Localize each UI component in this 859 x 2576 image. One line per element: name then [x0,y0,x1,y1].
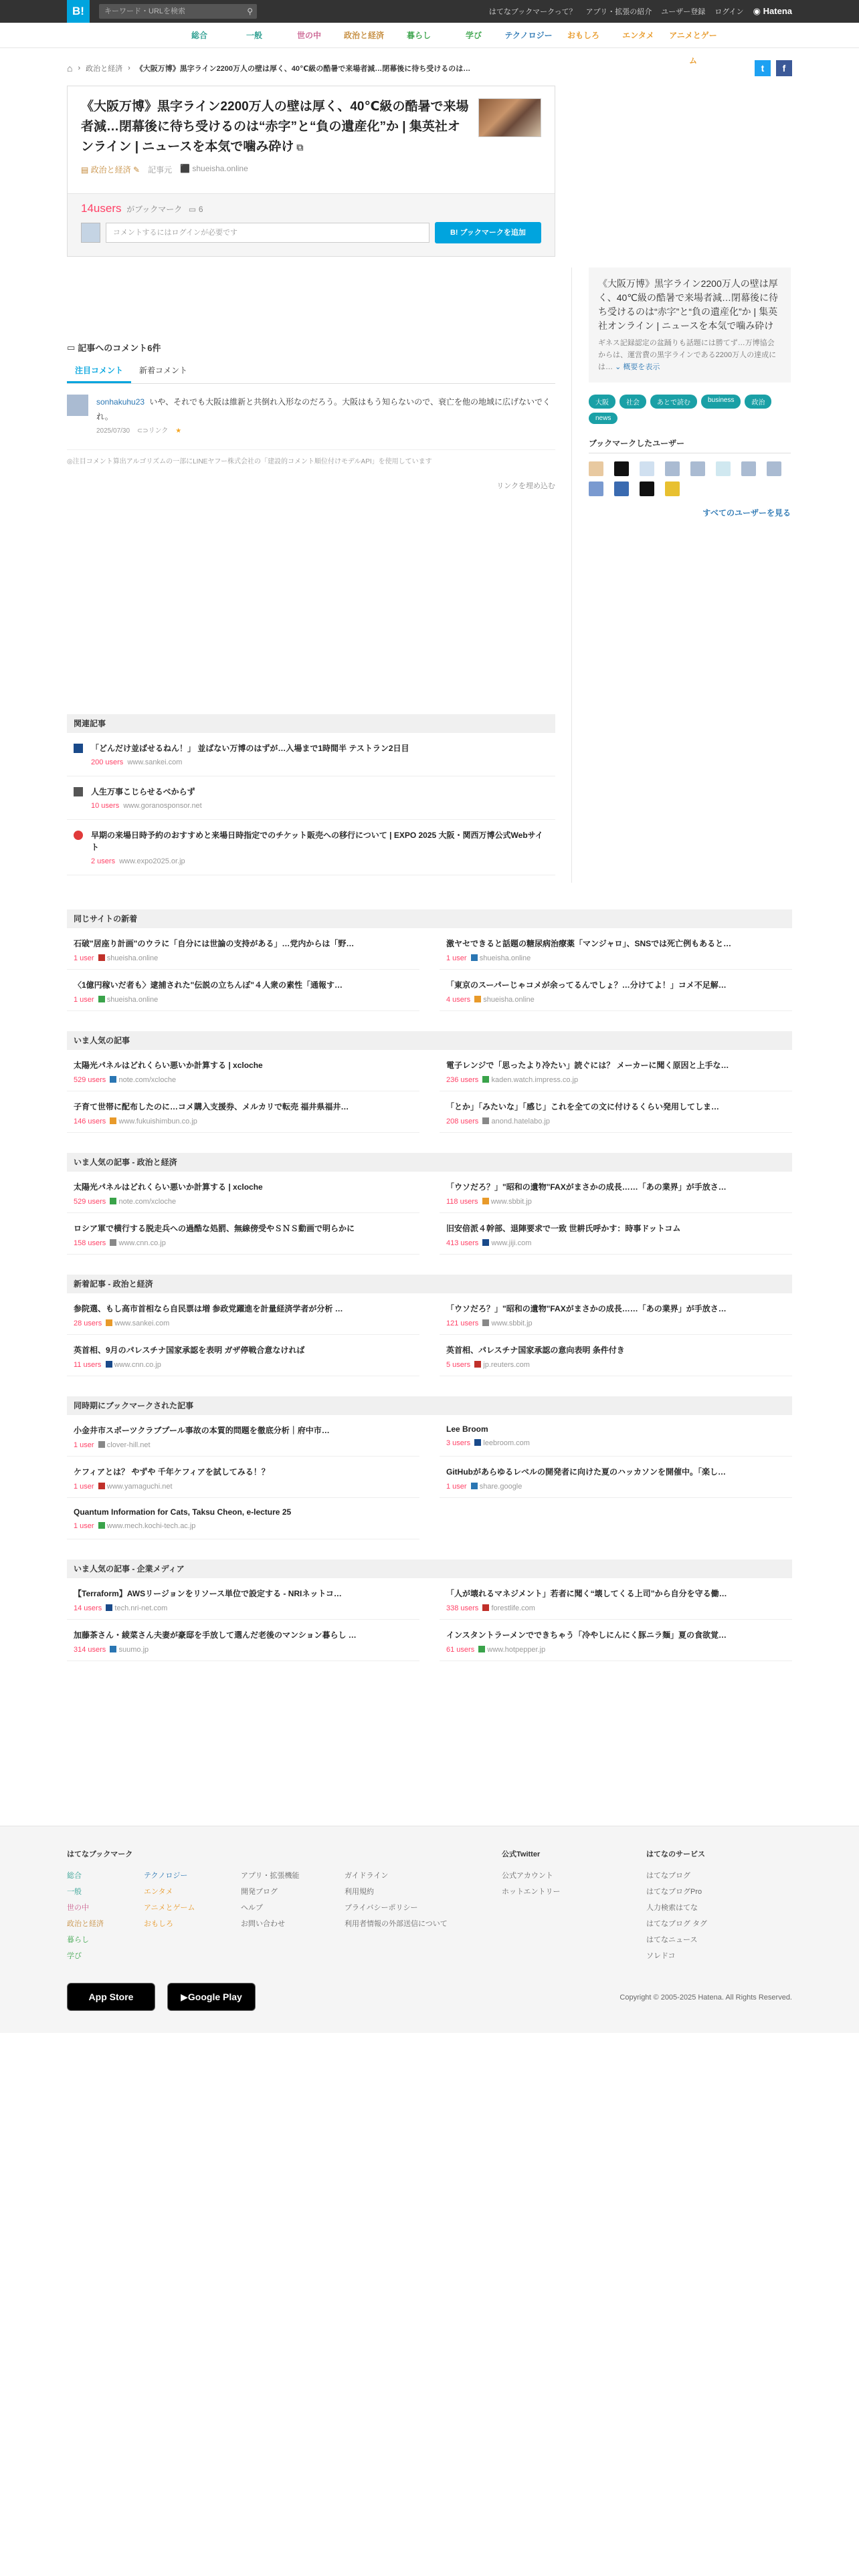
domain-link[interactable]: www.mech.kochi-tech.ac.jp [106,1522,196,1530]
show-summary-button[interactable]: ⌄ 概要を表示 [615,363,660,371]
footer-link[interactable]: 学び [67,1952,82,1960]
sidebar [589,267,791,518]
tag[interactable]: 政治 [745,395,771,409]
item-title[interactable]: 旧安倍派４幹部、退陣要求で一致 世耕氏呼かす：時事ドットコム [446,1224,681,1233]
comment-icon: ▭ [67,342,76,352]
item-title[interactable]: 【Terraform】AWSリージョンをリソース単位で設定する - NRIネットコ… [74,1589,342,1598]
user-count[interactable]: 314 users [74,1646,106,1654]
footer-link[interactable]: 利用規約 [345,1888,374,1896]
footer-link[interactable]: 世の中 [67,1904,89,1912]
domain-link[interactable]: note.com/xcloche [118,1076,177,1084]
bookmark-users-header: ブックマークしたユーザー [589,437,791,453]
embed-link[interactable]: リンクを埋め込む [496,482,555,490]
user-count[interactable]: 2 users [91,857,116,865]
list-item[interactable] [440,1050,792,1091]
footer-link[interactable]: ホットエントリー [502,1888,561,1896]
footer-services-head: はてなのサービス [646,1850,705,1858]
nav-register[interactable]: ユーザー登録 [661,8,706,16]
comment-link[interactable]: ⊂⊃リンク [136,427,169,435]
google-play-button[interactable]: ▶ Google Play [167,1983,256,2011]
comment-tabs [67,360,555,384]
entry-title-text: 《大阪万博》黒字ライン2200万人の壁は厚く、40℃級の酷暑で来場者減…閉幕後に待ち受けるのは“赤字”と“負の遺産化”か | 集英社オンライン | ニュースを本気で噛み砕け [81,100,469,154]
item-title[interactable]: 「とか」「みたいな」「感じ」これを全ての文に付けるくらい発用してしま… [446,1102,720,1111]
item-title[interactable]: 参院選、もし高市首相なら自民票は増 参政党躍進を計量経済学者が分析 … [74,1304,343,1313]
site-icon [110,1646,116,1652]
user-count[interactable]: 529 users [74,1198,106,1206]
comment-text: いや、それでも大阪は維新と共倒れ入形なのだろう。大阪はもう知らないので、衰亡を他の地域に広げないでくれ。 [96,397,551,421]
list-item[interactable] [67,928,419,970]
footer-link[interactable]: 利用者情報の外部送信について [345,1920,448,1928]
site-icon [471,954,478,961]
user-count[interactable]: 413 users [446,1239,479,1247]
user-count[interactable]: 1 user [74,1522,94,1530]
list-item[interactable] [440,1335,792,1376]
item-title[interactable]: 小金井市スポーツクラブプール事故の本質的問題を徹底分析｜府中市… [74,1426,330,1435]
item-title[interactable]: 〈1億円稼いだ者も〉逮捕された"伝説の立ちんぼ"４人衆の素性「通報す… [74,980,343,990]
site-icon [110,1239,116,1246]
item-title[interactable]: 「人が壊れるマネジメント」若者に聞く“壊してくる上司”から自分を守る働… [446,1589,727,1598]
list-item[interactable] [440,1415,792,1457]
user-count[interactable]: 14 users [74,1604,102,1612]
app-store-label: App Store [88,1992,134,2002]
section-header: いま人気の記事 [67,1031,792,1050]
comment-item [67,384,555,450]
footer-link[interactable]: アニメとゲーム [144,1904,195,1912]
footer-link[interactable]: ヘルプ [241,1904,263,1912]
domain-text: shueisha.online [192,164,248,173]
comment-form [81,222,541,243]
user-count[interactable]: 236 users [446,1076,479,1084]
twitter-share-icon[interactable]: t [755,60,771,76]
entry-box [67,86,555,257]
item-title[interactable]: 電子レンジで「思ったより冷たい」読ぐには？ メーカーに聞く原因と上手な… [446,1061,729,1070]
category-tab[interactable]: おもしろ [567,31,599,40]
footer-link[interactable]: 政治と経済 [67,1920,104,1928]
domain-link[interactable]: anond.hatelabo.jp [491,1117,550,1125]
footer-link[interactable]: おもしろ [144,1920,173,1928]
user-count[interactable]: 158 users [74,1239,106,1247]
site-icon [74,787,83,796]
user-count[interactable]: 61 users [446,1646,475,1654]
avatar[interactable] [589,481,603,496]
tab-popular[interactable]: 注目コメント [67,360,131,383]
breadcrumb-category[interactable]: 政治と経済 [86,65,123,73]
entry-meta [81,164,541,175]
main-column [67,86,555,875]
category-tab[interactable]: エンタメ [622,31,654,40]
search-icon[interactable]: ⚲ [247,7,253,16]
footer-link[interactable]: 公式アカウント [502,1872,553,1880]
user-count[interactable]: 4 users [446,996,471,1004]
entry-title[interactable] [81,97,469,157]
domain-link[interactable]: shueisha.online [483,996,535,1004]
item-title[interactable]: 子育て世帯に配布したのに…コメ購入支援券、メルカリで転売 福井県福井… [74,1102,349,1111]
list-section [67,909,792,1011]
nav-about[interactable]: はてなブックマークって？ [488,8,577,16]
footer-link[interactable]: エンタメ [144,1888,173,1896]
domain-link[interactable]: www.sankei.com [127,758,183,766]
avatar [81,223,100,243]
domain-link[interactable]: www.cnn.co.jp [118,1239,166,1247]
user-count[interactable]: 14users [81,202,122,215]
footer-link[interactable]: アプリ・拡張機能 [241,1872,300,1880]
user-count[interactable]: 10 users [91,802,120,810]
hatena-logo-text: Hatena [763,6,792,16]
comment-count: 6 [198,205,203,214]
category-tab[interactable]: 政治と経済 [343,31,384,40]
item-title[interactable]: 人生万事こじらせるべからず [91,787,195,796]
site-icon [106,1604,112,1611]
related-section [67,714,555,875]
domain-link[interactable]: shueisha.online [106,996,159,1004]
domain-link[interactable]: www.fukuishimbun.co.jp [118,1117,197,1125]
search-placeholder: キーワード・URLを検索 [104,7,186,15]
domain-link[interactable]: www.jiji.com [491,1239,532,1247]
domain-link[interactable]: ⬛ shueisha.online [180,164,248,173]
list-item[interactable] [440,1293,792,1335]
site-icon [482,1604,489,1611]
record-label: 記事元 [148,165,173,175]
list-section [67,1031,792,1133]
site-icon [106,1361,112,1368]
chevron-right-icon: › [128,64,130,72]
footer-categories [144,1868,195,1964]
item-title[interactable]: 加藤茶さん・綾菜さん夫妻が豪邸を手放して選んだ老後のマンション暮らし … [74,1630,357,1640]
site-icon [98,1483,105,1489]
comment-link-text: リンク [148,427,169,435]
list-section [67,1275,792,1376]
list-item[interactable] [440,1620,792,1661]
tag[interactable]: 社会 [619,395,646,409]
footer-link[interactable]: 総合 [67,1872,82,1880]
footer-link[interactable]: 開発ブログ [241,1888,278,1896]
site-icon [98,954,105,961]
site-icon [474,1439,481,1446]
category-tab[interactable]: テクノロジー [504,31,553,40]
summary-body: ギネス記録認定の盆踊りも話題には勝てず…万博協会からは、運営費の黒字ラインである2200万人の達成には… [598,339,777,371]
summary-more-text: 概要を表示 [623,363,660,371]
item-title[interactable]: インスタントラーメンでできちゃう「冷やしにんにく豚ニラ麺」夏の食欲覚… [446,1630,727,1640]
site-icon [482,1319,489,1326]
item-title[interactable]: 英首相、9月のパレスチナ国家承認を表明 ガザ停戦合意なければ [74,1346,305,1355]
footer-link[interactable]: 暮らし [67,1936,89,1944]
item-title[interactable]: 「ウソだろ？」"昭和の遺物"FAXがまさかの成長……「あの業界」が手放さ… [446,1182,727,1192]
category-tab[interactable]: アニメとゲーム [669,31,717,66]
domain-link[interactable]: leebroom.com [483,1439,530,1447]
list-item[interactable] [67,1050,419,1091]
column-divider [571,267,572,883]
user-count[interactable]: 200 users [91,758,124,766]
notice-text: ◎注目コメント算出アルゴリズムの一部にLINEヤフー株式会社の「建設的コメント順位付けモデルAPI」を使用しています [67,458,432,465]
list-item[interactable] [67,733,555,776]
tag-list [589,395,791,424]
list-section [67,1396,792,1539]
tag[interactable]: 大阪 [589,395,615,409]
item-title[interactable]: ケフィアとは？ やずや 千年ケフィアを試してみる！？ [74,1467,270,1477]
user-count[interactable]: 3 users [446,1439,471,1447]
comments-header-text: 記事へのコメント6件 [78,343,161,353]
category-tab[interactable]: 学び [465,31,482,40]
comment-icon: ▭ [188,205,197,214]
section-header: いま人気の記事 - 政治と経済 [67,1153,792,1172]
domain-link[interactable]: www.yamaguchi.net [106,1483,173,1491]
site-icon [110,1117,116,1124]
item-title[interactable]: 石破"居座り計画"のウラに「自分には世論の支持がある」…党内からは「野… [74,939,355,948]
comments-header [67,341,555,354]
item-title[interactable]: 「どんだけ並ばせるねん！」 並ばない万博のはずが…入場まで1時間半 テストラン2日目 [91,744,409,753]
domain-link[interactable]: forestlife.com [491,1604,535,1612]
breadcrumb [67,59,792,78]
user-count[interactable]: 121 users [446,1319,479,1327]
avatar[interactable] [665,481,680,496]
avatar[interactable] [716,461,731,476]
item-title[interactable]: 太陽光パネルはどれくらい悪いか計算する | xcloche [74,1182,263,1192]
avatar[interactable] [614,461,629,476]
site-icon [110,1198,116,1204]
list-section [67,1153,792,1255]
site-icon [482,1198,489,1204]
footer-link[interactable]: お問い合わせ [241,1920,285,1928]
user-icon-grid [589,461,791,496]
list-item[interactable] [67,1293,419,1335]
domain-link[interactable]: www.expo2025.or.jp [119,857,185,865]
user-count[interactable]: 11 users [74,1361,102,1369]
list-item[interactable] [67,1172,419,1213]
list-item[interactable] [440,1457,792,1498]
avatar[interactable] [67,395,88,416]
top-nav [489,0,792,23]
category-label[interactable]: ▤ 政治と経済 ✎ [81,165,140,175]
list-item[interactable] [67,970,419,1011]
all-users-link[interactable]: すべてのユーザーを見る [702,508,791,518]
avatar[interactable] [741,461,756,476]
breadcrumb-title: 《大阪万博》黒字ライン2200万人の壁は厚く、40℃級の酷暑で来場者減…閉幕後に待ち受けるのは… [135,65,471,73]
site-icon [74,744,83,753]
user-count[interactable]: 1 user [74,954,94,962]
user-count[interactable]: 1 user [74,1441,94,1449]
domain-link[interactable]: shueisha.online [479,954,531,962]
item-title[interactable]: 激ヤセできると話題の糖尿病治療薬「マンジャロ」、SNSでは死亡例もあると… [446,939,732,948]
list-item[interactable] [67,1213,419,1255]
list-item[interactable] [440,1172,792,1213]
domain-link[interactable]: kaden.watch.impress.co.jp [491,1076,579,1084]
list-item[interactable] [440,1213,792,1255]
avatar[interactable] [640,481,654,496]
google-play-label: Google Play [187,1992,242,2002]
summary-text [598,337,781,373]
item-title[interactable]: 英首相、パレスチナ国家承認の意向表明 条件付き [446,1346,625,1355]
site-icon [98,1441,105,1448]
list-item[interactable] [67,1335,419,1376]
footer [0,1826,859,2033]
item-title[interactable]: Quantum Information for Cats, Taksu Cheon, e-lecture 25 [74,1507,292,1517]
category-tab[interactable]: 一般 [246,31,262,40]
footer-link[interactable]: はてなブログ [646,1872,690,1880]
bookmark-label: がブックマーク [126,205,183,214]
domain-link[interactable]: jp.reuters.com [483,1361,530,1369]
category-nav [0,23,859,66]
top-bar [0,0,859,23]
nav-apps[interactable]: アプリ・拡張の紹介 [585,8,652,16]
footer-link[interactable]: 人力検索はてな [646,1904,698,1912]
avatar[interactable] [614,481,629,496]
comment-input[interactable]: コメントするにはログインが必要です [106,223,430,243]
article-lists [67,909,792,1681]
bookmark-row [68,193,555,256]
list-item[interactable] [67,1498,419,1539]
tab-new[interactable]: 新着コメント [139,366,188,375]
avatar[interactable] [767,461,781,476]
list-item[interactable] [440,1578,792,1620]
facebook-share-icon[interactable]: f [776,60,792,76]
tag[interactable]: あとで読む [650,395,697,409]
user-count[interactable]: 1 user [446,1483,467,1491]
comment-user[interactable]: sonhakuhu23 [96,397,145,407]
domain-link[interactable]: share.google [479,1483,522,1491]
copyright: Copyright © 2005-2025 Hatena. All Rights Reserved. [619,1994,792,2002]
search-input[interactable] [99,4,257,19]
list-item[interactable] [67,776,555,820]
site-icon [471,1483,478,1489]
item-title[interactable]: 早期の来場日時予約のおすすめと来場日時指定でのチケット販売への移行について | EXPO 2025 大阪・関西万博公式Webサイト [91,831,543,852]
app-store-button[interactable] [67,1983,155,2011]
avatar[interactable] [589,461,603,476]
footer-link[interactable]: ソレドコ [646,1952,676,1960]
user-count[interactable]: 5 users [446,1361,471,1369]
item-title[interactable]: 「ウソだろ？」"昭和の遺物"FAXがまさかの成長……「あの業界」が手放さ… [446,1304,727,1313]
site-icon [98,996,105,1002]
list-section [67,1560,792,1661]
item-title[interactable]: ロシア軍で横行する脱走兵への過酷な処罰、無線傍受やＳＮＳ動画で明らかに [74,1224,355,1233]
site-icon [474,996,481,1002]
summary-box [589,267,791,383]
nav-login[interactable]: ログイン [714,8,744,16]
item-title[interactable]: Lee Broom [446,1424,488,1434]
site-icon [482,1117,489,1124]
avatar[interactable] [665,461,680,476]
footer-links [241,1868,300,1932]
user-count[interactable]: 28 users [74,1319,102,1327]
add-bookmark-button[interactable]: B! ブックマークを追加 [435,222,541,243]
domain-link[interactable]: www.goranosponsor.net [123,802,202,810]
share-buttons [755,60,792,76]
footer-link[interactable]: プライバシーポリシー [345,1904,418,1912]
domain-link[interactable]: www.hotpepper.jp [487,1646,546,1654]
footer-links [345,1868,448,1932]
site-icon [482,1239,489,1246]
item-title[interactable]: 太陽光パネルはどれくらい悪いか計算する | xcloche [74,1061,263,1070]
section-header: 同時期にブックマークされた記事 [67,1396,792,1415]
star-icon[interactable]: ★ [175,427,182,435]
hatena-logo[interactable]: ◉ Hatena [753,6,792,16]
external-link-icon: ⧉ [296,142,304,152]
footer-link[interactable]: 一般 [67,1888,82,1896]
user-count[interactable]: 529 users [74,1076,106,1084]
footer-link[interactable]: はてなブログ タグ [646,1920,708,1928]
site-icon [106,1319,112,1326]
footer-link[interactable]: テクノロジー [144,1872,188,1880]
user-count[interactable]: 146 users [74,1117,106,1125]
comments-section [67,341,555,491]
home-icon[interactable]: ⌂ [67,63,73,74]
category-tab[interactable]: 世の中 [296,31,321,40]
user-count[interactable]: 1 user [74,996,94,1004]
domain-link[interactable]: shueisha.online [106,954,159,962]
site-icon [74,831,83,840]
tag[interactable]: news [589,413,617,424]
list-item[interactable] [440,928,792,970]
avatar[interactable] [690,461,705,476]
section-header: 同じサイトの新着 [67,909,792,928]
list-item[interactable] [67,820,555,875]
user-count[interactable]: 208 users [446,1117,479,1125]
comment-date[interactable]: 2025/07/30 [96,427,130,435]
footer-link[interactable]: はてなブログPro [646,1888,702,1896]
list-item[interactable] [440,970,792,1011]
footer-services [646,1868,707,1964]
domain-link[interactable]: www.sbbit.jp [490,1198,532,1206]
related-header: 関連記事 [67,714,555,733]
footer-brand[interactable]: はてなブックマーク [67,1850,133,1858]
domain-link[interactable]: www.sankei.com [114,1319,170,1327]
summary-title[interactable]: 《大阪万博》黒字ライン2200万人の壁は厚く、40℃級の酷暑で来場者減…閉幕後に待ち受けるのは“赤字”と“負の遺産化”か | 集英社オンライン | ニュースを本気で噛み砕け [598,278,779,331]
domain-link[interactable]: clover-hill.net [106,1441,151,1449]
user-count[interactable]: 338 users [446,1604,479,1612]
domain-link[interactable]: note.com/xcloche [118,1198,177,1206]
category-tab[interactable]: 総合 [191,31,207,40]
site-icon [110,1076,116,1083]
list-item[interactable] [67,1091,419,1133]
avatar[interactable] [640,461,654,476]
user-count[interactable]: 1 user [74,1483,94,1491]
entry-thumbnail[interactable] [478,98,541,137]
user-count[interactable]: 118 users [446,1198,478,1206]
item-title[interactable]: GitHubがあらゆるレベルの開発者に向けた夏のハッカソンを開催中。「楽し… [446,1467,726,1477]
section-header: 新着記事 - 政治と経済 [67,1275,792,1293]
footer-link[interactable]: はてなニュース [646,1936,698,1944]
footer-categories [67,1868,104,1964]
site-icon [482,1076,489,1083]
category-label-text: 政治と経済 [90,165,131,175]
comment-meta [96,424,551,439]
item-title[interactable]: 「東京のスーパーじゃコメが余ってるんでしょ？…分けてよ！」コメ不足解… [446,980,727,990]
tag[interactable]: business [701,395,741,409]
site-icon [98,1522,105,1529]
list-item[interactable] [67,1415,419,1457]
domain-link[interactable]: suumo.jp [118,1646,149,1654]
footer-twitter-links [502,1868,561,1900]
section-header: いま人気の記事 - 企業メディア [67,1560,792,1578]
category-tab[interactable]: 暮らし [406,31,431,40]
user-count[interactable]: 1 user [446,954,467,962]
list-item[interactable] [67,1578,419,1620]
domain-link[interactable]: www.cnn.co.jp [114,1361,161,1369]
hatena-bookmark-logo[interactable]: B! [67,0,90,23]
chevron-right-icon: › [78,64,81,72]
list-item[interactable] [67,1620,419,1661]
list-item[interactable] [440,1091,792,1133]
site-icon [478,1646,485,1652]
domain-link[interactable]: www.sbbit.jp [491,1319,533,1327]
site-icon [474,1361,481,1368]
footer-twitter-head: 公式Twitter [502,1850,541,1858]
list-item[interactable] [67,1457,419,1498]
footer-link[interactable]: ガイドライン [345,1872,389,1880]
domain-link[interactable]: tech.nri-net.com [114,1604,168,1612]
